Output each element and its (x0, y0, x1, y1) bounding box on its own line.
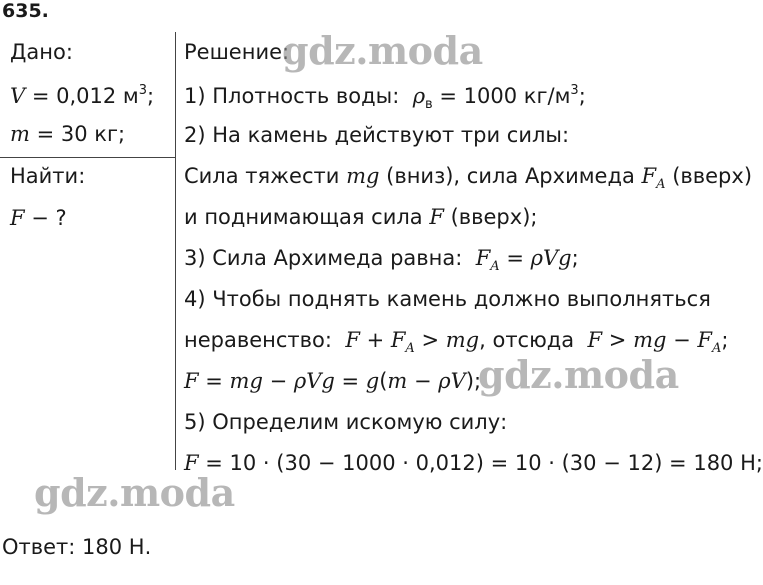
problem-number: 635. (2, 0, 49, 22)
solution-inequality: неравенство: $F + F_A$ > mg, отсюда F > mg − $F_A$; (184, 328, 729, 356)
given-divider-vertical (175, 32, 176, 470)
given-title: Дано: (10, 40, 73, 64)
given-mass: m = 30 кг; (10, 122, 126, 146)
answer: Ответ: 180 Н. (2, 535, 152, 559)
solution-forces-line-2: и поднимающая сила F (вверх); (184, 205, 538, 229)
find-unknown: F − ? (10, 206, 67, 230)
watermark-middle: gdz.moda (478, 352, 679, 397)
solution-step-1: 1) Плотность воды: $\rho_в = 1000$ $кг/м^3$; (184, 83, 586, 112)
watermark-top: gdz.moda (282, 28, 483, 73)
watermark-bottom: gdz.moda (34, 470, 235, 515)
solution-step-5: 5) Определим искомую силу: (184, 410, 508, 434)
solution-forces-line-1: Сила тяжести mg (вниз), сила Архимеда $F_A$ (вверх) (184, 164, 753, 192)
solution-step-2: 2) На камень действуют три силы: (184, 123, 570, 147)
solution-step-4: 4) Чтобы поднять камень должно выполняться (184, 287, 711, 311)
find-title: Найти: (10, 164, 86, 188)
solution-formula: F = mg − ρVg = g(m − ρV); (184, 369, 482, 393)
solution-title: Решение: (184, 40, 290, 64)
given-divider-horizontal (0, 157, 176, 158)
solution-step-3: 3) Сила Архимеда равна: $F_A = \rho Vg$; (184, 246, 579, 274)
solution-calculation: F = 10 · (30 − 1000 · 0,012) = 10 · (30 − 12) = 180 Н; (184, 451, 763, 475)
given-volume: V = 0,012 $м^3$; (10, 83, 155, 108)
